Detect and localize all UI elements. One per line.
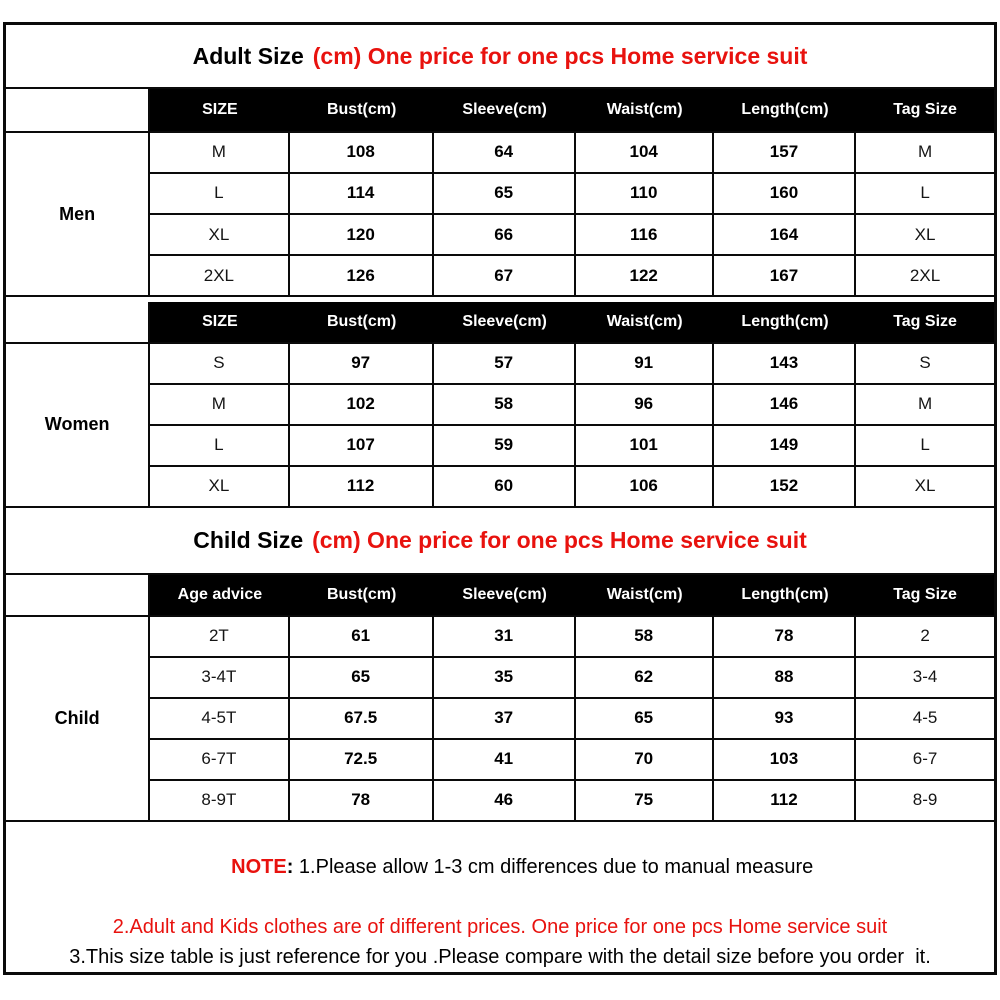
note-section xyxy=(6,822,994,972)
men-header-waist: Waist(cm) xyxy=(576,89,714,131)
child-row-sleeve: 35 xyxy=(434,658,576,699)
men-header-tag: Tag Size xyxy=(856,89,994,131)
men-row-tag: 2XL xyxy=(856,256,994,297)
men-header-bust: Bust(cm) xyxy=(290,89,434,131)
child-row-waist: 70 xyxy=(576,740,714,781)
note-line-1-text: 1.Please allow 1-3 cm differences due to manual measure xyxy=(293,855,814,878)
note-line-2: 2.Adult and Kids clothes are of different prices. One price for one pcs Home service suit xyxy=(112,915,888,938)
men-header-length: Length(cm) xyxy=(714,89,856,131)
men-row-waist: 104 xyxy=(576,133,714,174)
child-row-bust: 65 xyxy=(290,658,434,699)
women-row-sleeve: 57 xyxy=(434,344,576,385)
men-row-sleeve: 65 xyxy=(434,174,576,215)
men-row-bust: 114 xyxy=(290,174,434,215)
child-label: Child xyxy=(6,617,150,822)
women-row-bust: 107 xyxy=(290,426,434,467)
child-header-tag: Tag Size xyxy=(856,575,994,615)
child-header-length: Length(cm) xyxy=(714,575,856,615)
child-row-age: 4-5T xyxy=(150,699,289,740)
women-header-sleeve: Sleeve(cm) xyxy=(434,302,576,342)
men-header-size: SIZE xyxy=(150,89,289,131)
women-header-length: Length(cm) xyxy=(714,302,856,342)
women-header-tag: Tag Size xyxy=(856,302,994,342)
women-row-tag: XL xyxy=(856,467,994,508)
size-chart-table xyxy=(3,22,997,975)
men-row-waist: 122 xyxy=(576,256,714,297)
men-row-tag: L xyxy=(856,174,994,215)
child-row-tag: 4-5 xyxy=(856,699,994,740)
women-row-size: S xyxy=(150,344,289,385)
child-row-bust: 72.5 xyxy=(290,740,434,781)
adult-title-black: Adult Size xyxy=(192,42,304,69)
child-row-length: 112 xyxy=(714,781,856,822)
women-row-size: M xyxy=(150,385,289,426)
note-line-1 xyxy=(187,822,814,912)
child-title xyxy=(6,508,994,575)
child-row-length: 103 xyxy=(714,740,856,781)
women-row-size: XL xyxy=(150,467,289,508)
women-row-length: 143 xyxy=(714,344,856,385)
men-row-size: 2XL xyxy=(150,256,289,297)
note-line-3: 3.This size table is just reference for you .Please compare with the detail size before you order it. xyxy=(69,945,931,968)
men-row-length: 167 xyxy=(714,256,856,297)
child-row-age: 6-7T xyxy=(150,740,289,781)
child-row-sleeve: 41 xyxy=(434,740,576,781)
men-row-sleeve: 66 xyxy=(434,215,576,256)
child-row-tag: 2 xyxy=(856,617,994,658)
women-row-sleeve: 59 xyxy=(434,426,576,467)
men-section xyxy=(6,133,994,297)
child-header-bust: Bust(cm) xyxy=(290,575,434,615)
women-header-waist: Waist(cm) xyxy=(576,302,714,342)
men-row-size: M xyxy=(150,133,289,174)
child-row-length: 78 xyxy=(714,617,856,658)
men-row-length: 157 xyxy=(714,133,856,174)
child-row-bust: 61 xyxy=(290,617,434,658)
men-row-sleeve: 67 xyxy=(434,256,576,297)
women-row-bust: 112 xyxy=(290,467,434,508)
men-row-tag: XL xyxy=(856,215,994,256)
men-header-sleeve: Sleeve(cm) xyxy=(434,89,576,131)
child-header-waist: Waist(cm) xyxy=(576,575,714,615)
child-row-age: 3-4T xyxy=(150,658,289,699)
women-header-row xyxy=(6,302,994,344)
women-row-waist: 91 xyxy=(576,344,714,385)
women-row-length: 146 xyxy=(714,385,856,426)
women-row-waist: 106 xyxy=(576,467,714,508)
child-row-length: 93 xyxy=(714,699,856,740)
child-row-age: 8-9T xyxy=(150,781,289,822)
men-row-length: 160 xyxy=(714,174,856,215)
women-row-bust: 97 xyxy=(290,344,434,385)
women-section xyxy=(6,344,994,508)
child-row-tag: 6-7 xyxy=(856,740,994,781)
child-header-empty-cell xyxy=(6,575,150,615)
men-row-bust: 120 xyxy=(290,215,434,256)
child-row-tag: 3-4 xyxy=(856,658,994,699)
child-row-waist: 62 xyxy=(576,658,714,699)
women-row-bust: 102 xyxy=(290,385,434,426)
child-row-length: 88 xyxy=(714,658,856,699)
child-row-waist: 65 xyxy=(576,699,714,740)
women-row-sleeve: 58 xyxy=(434,385,576,426)
women-row-tag: M xyxy=(856,385,994,426)
child-row-age: 2T xyxy=(150,617,289,658)
women-row-size: L xyxy=(150,426,289,467)
child-header-sleeve: Sleeve(cm) xyxy=(434,575,576,615)
women-row-tag: S xyxy=(856,344,994,385)
men-row-waist: 110 xyxy=(576,174,714,215)
women-row-waist: 101 xyxy=(576,426,714,467)
child-row-waist: 75 xyxy=(576,781,714,822)
women-row-sleeve: 60 xyxy=(434,467,576,508)
child-row-sleeve: 31 xyxy=(434,617,576,658)
men-row-bust: 126 xyxy=(290,256,434,297)
women-row-waist: 96 xyxy=(576,385,714,426)
men-header-empty-cell xyxy=(6,89,150,131)
men-row-size: XL xyxy=(150,215,289,256)
women-header-empty-cell xyxy=(6,302,150,342)
child-row-tag: 8-9 xyxy=(856,781,994,822)
men-row-waist: 116 xyxy=(576,215,714,256)
child-row-bust: 78 xyxy=(290,781,434,822)
child-row-waist: 58 xyxy=(576,617,714,658)
women-row-length: 149 xyxy=(714,426,856,467)
men-header-row xyxy=(6,89,994,133)
child-header-age: Age advice xyxy=(150,575,289,615)
women-row-tag: L xyxy=(856,426,994,467)
note-colon: : xyxy=(286,855,294,878)
men-row-length: 164 xyxy=(714,215,856,256)
men-label: Men xyxy=(6,133,150,297)
child-title-black: Child Size xyxy=(193,526,304,553)
child-section xyxy=(6,617,994,822)
adult-title xyxy=(6,25,994,89)
men-row-sleeve: 64 xyxy=(434,133,576,174)
adult-title-red: (cm) One price for one pcs Home service suit xyxy=(312,42,808,69)
child-row-sleeve: 37 xyxy=(434,699,576,740)
women-label: Women xyxy=(6,344,150,508)
men-row-tag: M xyxy=(856,133,994,174)
child-row-bust: 67.5 xyxy=(290,699,434,740)
women-header-size: SIZE xyxy=(150,302,289,342)
men-row-bust: 108 xyxy=(290,133,434,174)
child-title-red: (cm) One price for one pcs Home service suit xyxy=(312,526,807,553)
men-row-size: L xyxy=(150,174,289,215)
child-row-sleeve: 46 xyxy=(434,781,576,822)
women-header-bust: Bust(cm) xyxy=(290,302,434,342)
child-header-row xyxy=(6,575,994,617)
note-label: NOTE xyxy=(231,855,287,878)
women-row-length: 152 xyxy=(714,467,856,508)
